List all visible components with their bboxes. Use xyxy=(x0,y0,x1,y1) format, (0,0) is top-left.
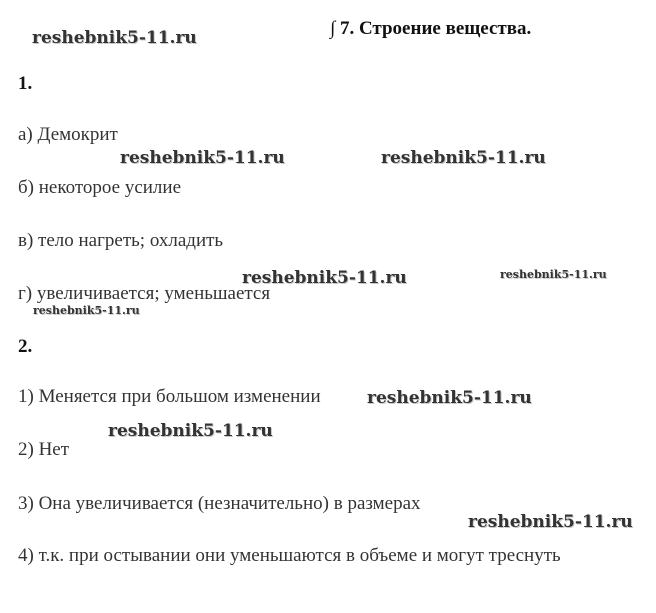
watermark: reshebnik5-11.ru xyxy=(33,304,140,317)
section-1-number: 1. xyxy=(18,73,33,94)
section-1-answer-c: в) тело нагреть; охладить xyxy=(18,230,224,251)
watermark: reshebnik5-11.ru xyxy=(367,388,532,408)
watermark: reshebnik5-11.ru xyxy=(108,421,273,441)
watermark: reshebnik5-11.ru xyxy=(500,268,607,281)
watermark: reshebnik5-11.ru xyxy=(468,512,633,532)
section-1-answer-b: б) некоторое усилие xyxy=(18,177,182,198)
section-2-number: 2. xyxy=(18,336,33,357)
section-2-answer-1: 1) Меняется при большом изменении xyxy=(18,386,321,407)
section-1-answer-d: г) увеличивается; уменьшается xyxy=(18,283,271,304)
watermark: reshebnik5-11.ru xyxy=(242,268,407,288)
section-1-answer-a: а) Демокрит xyxy=(18,124,118,145)
page-title: ∫ 7. Строение вещества. xyxy=(330,18,532,39)
watermark: reshebnik5-11.ru xyxy=(120,148,285,168)
section-2-answer-3: 3) Она увеличивается (незначительно) в размерах xyxy=(18,493,421,514)
watermark: reshebnik5-11.ru xyxy=(32,28,197,48)
watermark: reshebnik5-11.ru xyxy=(381,148,546,168)
section-2-answer-4: 4) т.к. при остывании они уменьшаются в объеме и могут треснуть xyxy=(18,545,561,566)
section-2-answer-2: 2) Нет xyxy=(18,439,70,460)
